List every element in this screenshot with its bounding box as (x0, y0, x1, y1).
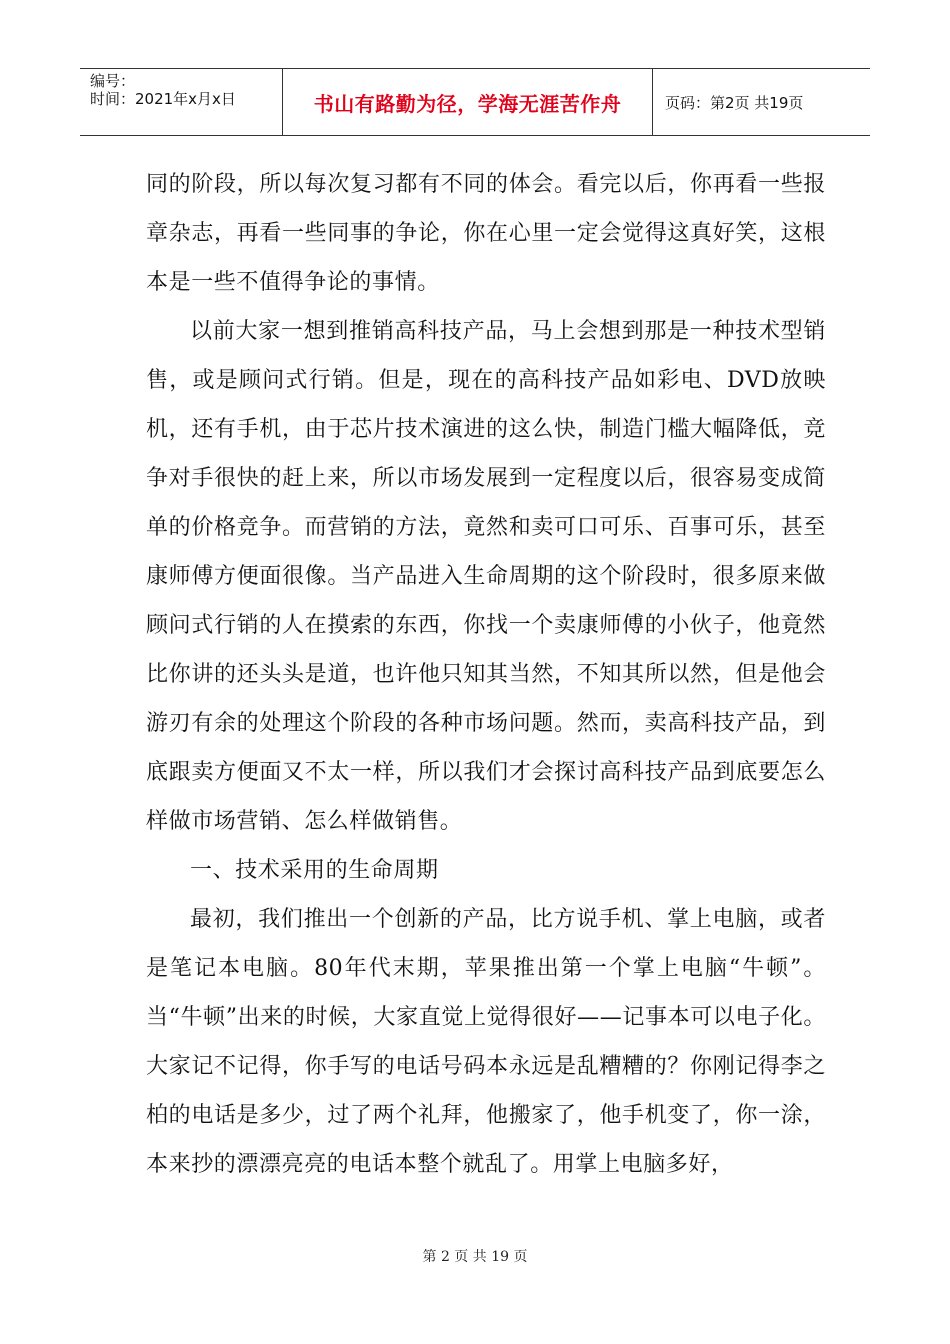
page-header (80, 68, 870, 136)
paragraph-continuation: 同的阶段，所以每次复习都有不同的体会。看完以后，你再看一些报章杂志，再看一些同事的争论，你在心里一定会觉得这真好笑，这根本是一些不值得争论的事情。 (146, 172, 826, 295)
document-body (146, 160, 826, 1189)
header-page-info: 页码：第2页 共19页 (665, 93, 804, 112)
page-footer: 第 2 页 共 19 页 (422, 1249, 528, 1265)
section-heading: 一、技术采用的生命周期 (190, 858, 439, 883)
document-number-label: 编号： (90, 72, 136, 90)
paragraph-high-tech-sales: 以前大家一想到推销高科技产品，马上会想到那是一种技术型销售，或是顾问式行销。但是，现在的高科技产品如彩电、DVD放映机，还有手机，由于芯片技术演进的这么快，制造门槛大幅降低，竞争对手很快的赶上来，所以市场发展到一定程度以后，很容易变成简单的价格竞争。而营销的方法，竟然和卖可口可乐、百事可乐，甚至康师傅方便面很像。当产品进入生命周期的这个阶段时，很多原来做顾问式行销的人在摸索的东西，你找一个卖康师傅的小伙子，他竟然比你讲的还头头是道，也许他只知其当然，不知其所以然，但是他会游刃有余的处理这个阶段的各种市场问题。然而，卖高科技产品，到底跟卖方便面又不太一样，所以我们才会探讨高科技产品到底要怎么样做市场营销、怎么样做销售。 (146, 319, 826, 834)
document-time-label: 时间：2021年x月x日 (90, 90, 236, 108)
paragraph-product-lifecycle: 最初，我们推出一个创新的产品，比方说手机、掌上电脑，或者是笔记本电脑。80年代末期，苹果推出第一个掌上电脑“牛顿”。当“牛顿”出来的时候，大家直觉上觉得很好——记事本可以电子化。大家记不记得，你手写的电话号码本永远是乱糟糟的？你刚记得李之柏的电话是多少，过了两个礼拜，他搬家了，他手机变了，你一涂，本来抄的漂漂亮亮的电话本整个就乱了。用掌上电脑多好， (146, 907, 826, 1177)
header-motto: 书山有路勤为径，学海无涯苦作舟 (283, 69, 653, 135)
header-meta (80, 69, 283, 135)
